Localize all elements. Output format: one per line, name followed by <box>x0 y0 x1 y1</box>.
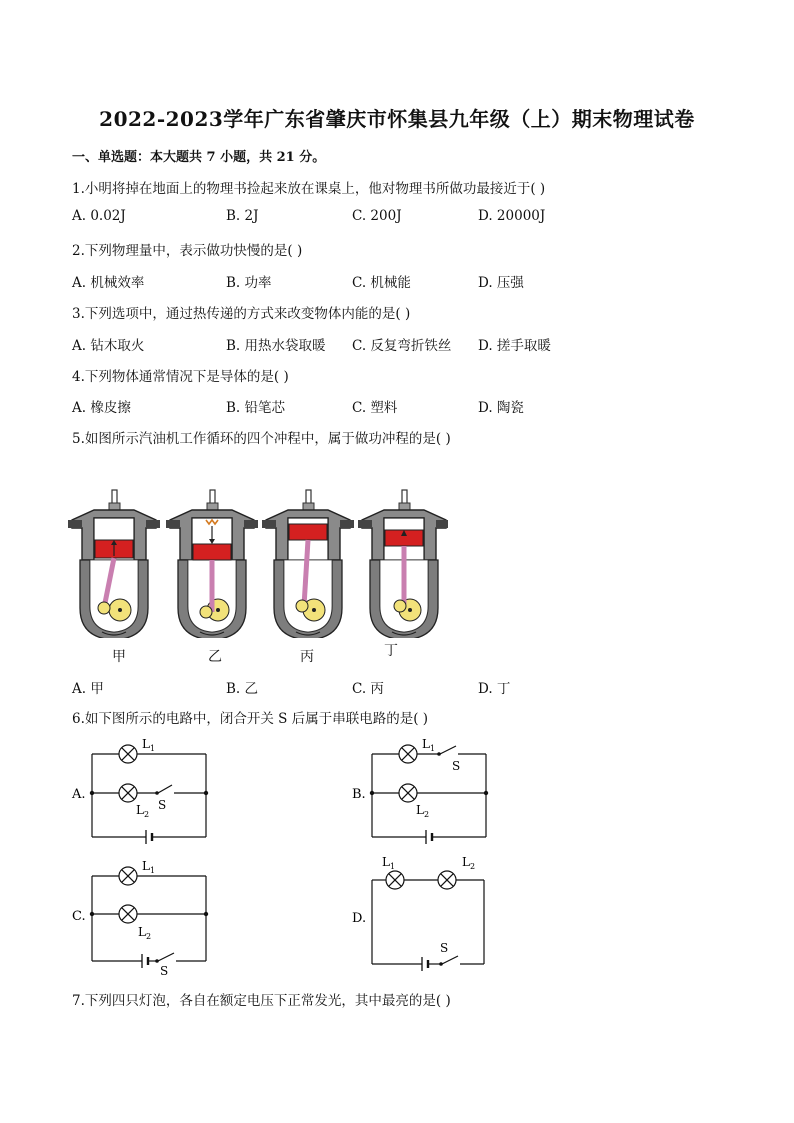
circuit-a-switch-label: S <box>158 798 167 812</box>
question-7-stem: 7.下列四只灯泡，各自在额定电压下正常发光，其中最亮的是( ) <box>72 993 451 1009</box>
q2-option-a: A. 机械效率 <box>72 275 145 291</box>
engine-label-jia: 甲 <box>112 649 126 665</box>
circuit-c-lamp1-sub: 1 <box>150 866 156 875</box>
q2-option-c: C. 机械能 <box>352 275 411 291</box>
question-3-stem: 3.下列选项中，通过热传递的方式来改变物体内能的是( ) <box>72 306 411 322</box>
circuit-option-c: C. <box>72 909 86 924</box>
q1-option-a: A. 0.02J <box>72 208 126 224</box>
page-title: 2022-2023学年广东省肇庆市怀集县九年级（上）期末物理试卷 <box>99 107 695 131</box>
circuit-d-switch-label: S <box>440 941 449 955</box>
circuit-c-switch-label: S <box>160 964 169 978</box>
q4-option-d: D. 陶瓷 <box>478 400 524 416</box>
circuit-a-lamp1-sub: 1 <box>150 744 156 753</box>
circuit-c-lamp2-sub: 2 <box>146 932 152 941</box>
circuit-d-lamp1-sub: 1 <box>390 862 396 871</box>
q5-option-b: B. 乙 <box>226 681 259 697</box>
question-4-stem: 4.下列物体通常情况下是导体的是( ) <box>72 369 289 385</box>
engine-label-ding: 丁 <box>384 643 398 659</box>
q2-option-d: D. 压强 <box>478 275 524 291</box>
circuit-option-b: B. <box>352 787 366 802</box>
circuit-a-lamp2-label: L <box>136 803 144 817</box>
question-5-stem: 5.如图所示汽油机工作循环的四个冲程中，属于做功冲程的是( ) <box>72 431 451 447</box>
circuit-a-lamp2-sub: 2 <box>144 810 150 819</box>
circuit-b-switch-label: S <box>452 759 461 773</box>
engine-label-yi: 乙 <box>208 649 222 665</box>
circuit-d-lamp2-sub: 2 <box>470 862 476 871</box>
q5-option-d: D. 丁 <box>478 681 511 697</box>
circuit-c-lamp2-label: L <box>138 925 146 939</box>
q3-option-c: C. 反复弯折铁丝 <box>352 338 452 354</box>
circuit-d-lamp2-label: L <box>462 855 470 869</box>
circuit-c-lamp1-label: L <box>142 859 150 873</box>
q3-option-b: B. 用热水袋取暖 <box>226 338 326 354</box>
q5-option-a: A. 甲 <box>72 681 104 697</box>
engine-strokes-figure <box>68 478 448 638</box>
circuit-b-lamp2-label: L <box>416 803 424 817</box>
engine-label-bing: 丙 <box>300 649 314 665</box>
q1-option-b: B. 2J <box>226 208 259 224</box>
question-6-stem: 6.如下图所示的电路中，闭合开关 S 后属于串联电路的是( ) <box>72 711 429 727</box>
q5-option-c: C. 丙 <box>352 681 384 697</box>
question-2-stem: 2.下列物理量中，表示做功快慢的是( ) <box>72 243 303 259</box>
q3-option-a: A. 钻木取火 <box>72 338 145 354</box>
circuit-b-lamp1-label: L <box>422 737 430 751</box>
q4-option-b: B. 铅笔芯 <box>226 400 286 416</box>
section-heading: 一、单选题：本大题共 7 小题，共 21 分。 <box>72 150 326 165</box>
circuit-option-a: A. <box>72 787 86 802</box>
q4-option-a: A. 橡皮擦 <box>72 400 131 416</box>
q4-option-c: C. 塑料 <box>352 400 398 416</box>
q3-option-d: D. 搓手取暖 <box>478 338 551 354</box>
q2-option-b: B. 功率 <box>226 275 272 291</box>
question-1-stem: 1.小明将掉在地面上的物理书捡起来放在课桌上，他对物理书所做功最接近于( ) <box>72 181 546 197</box>
circuit-options-figure <box>60 732 520 978</box>
circuit-a-lamp1-label: L <box>142 737 150 751</box>
circuit-b-lamp2-sub: 2 <box>424 810 430 819</box>
q1-option-d: D. 20000J <box>478 208 546 224</box>
circuit-b-lamp1-sub: 1 <box>430 744 436 753</box>
q1-option-c: C. 200J <box>352 208 402 224</box>
circuit-d-lamp1-label: L <box>382 855 390 869</box>
circuit-option-d: D. <box>352 911 367 926</box>
